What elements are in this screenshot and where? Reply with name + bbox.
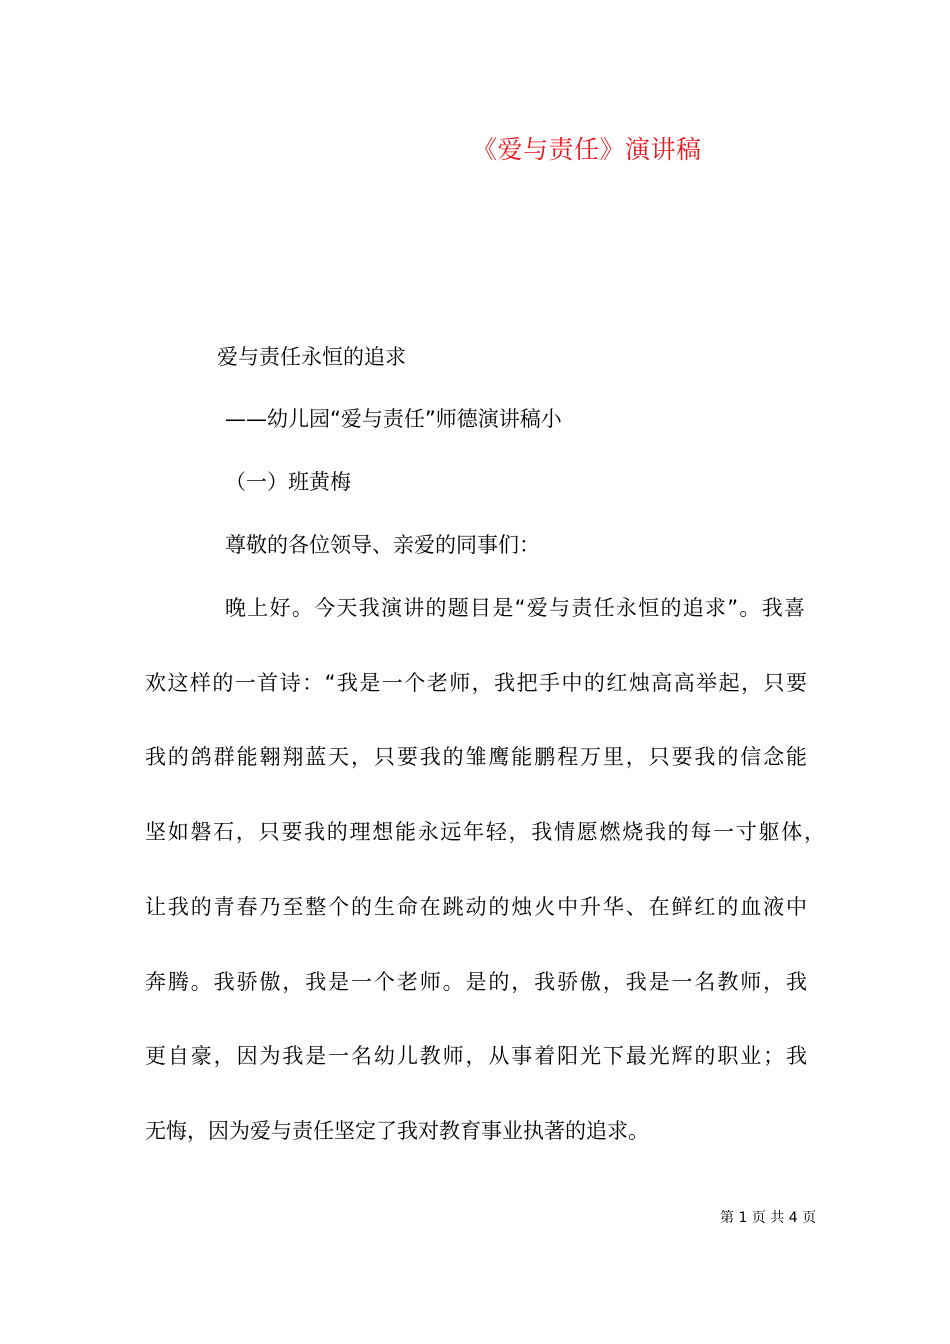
paragraph-line: 我的鸽群能翱翔蓝天，只要我的雏鹰能鹏程万里，只要我的信念能 (145, 745, 807, 769)
paragraph-line: 奔腾。我骄傲，我是一个老师。是的，我骄傲，我是一名教师，我 (145, 970, 807, 994)
paragraph-line: 更自豪，因为我是一名幼儿教师，从事着阳光下最光辉的职业；我 (145, 1044, 807, 1068)
salutation: 尊敬的各位领导、亲爱的同事们： (225, 533, 540, 557)
author-line: （一）班黄梅 (225, 470, 351, 494)
paragraph-line: 让我的青春乃至整个的生命在跳动的烛火中升华、在鲜红的血液中 (145, 895, 807, 919)
page-number: 第 1 页 共 4 页 (720, 1210, 817, 1226)
paragraph-line: 欢这样的一首诗：“我是一个老师，我把手中的红烛高高举起，只要 (145, 671, 807, 695)
speech-heading: 爱与责任永恒的追求 (217, 345, 406, 369)
document-title: 《爱与责任》演讲稿 (472, 135, 702, 164)
paragraph-line: 坚如磐石，只要我的理想能永远年轻，我情愿燃烧我的每一寸躯体， (145, 820, 825, 844)
paragraph-line: 晚上好。今天我演讲的题目是“爱与责任永恒的追求”。我喜 (225, 596, 805, 620)
speech-subheading: ——幼儿园“爱与责任”师德演讲稿小 (225, 407, 562, 431)
paragraph-line: 无悔，因为爱与责任坚定了我对教育事业执著的追求。 (145, 1119, 649, 1143)
